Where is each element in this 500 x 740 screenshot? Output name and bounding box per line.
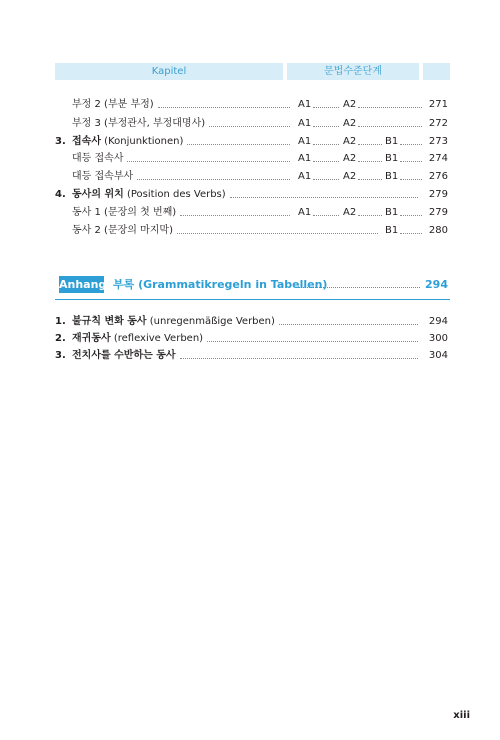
toc-level-a2: A2	[343, 136, 357, 147]
toc-level-a1: A1	[298, 207, 312, 218]
toc-level-a2: A2	[343, 207, 357, 218]
toc-leader	[127, 152, 290, 162]
page-number: xiii	[453, 710, 470, 721]
toc-title: 동사의 위치 (Position des Verbs)	[72, 189, 226, 200]
toc-row	[0, 188, 500, 202]
anhang-page: 294	[425, 278, 448, 291]
toc-level-a1: A1	[298, 136, 312, 147]
appendix-row	[0, 315, 500, 329]
toc-leader	[209, 117, 290, 127]
toc-level-a2: A2	[343, 99, 357, 110]
toc-level-b1: B1	[385, 171, 399, 182]
toc-title: 접속사 (Konjunktionen)	[72, 136, 184, 147]
toc-leader	[313, 152, 339, 162]
appendix-page: 294	[428, 316, 448, 327]
toc-leader	[313, 117, 339, 127]
toc-title: 동사 2 (문장의 마지막)	[72, 225, 173, 236]
toc-level-a2: A2	[343, 118, 357, 129]
toc-level-b1: B1	[385, 153, 399, 164]
appendix-row	[0, 349, 500, 363]
anhang-label: Anhang	[59, 278, 107, 291]
appendix-leader	[207, 332, 418, 342]
toc-row	[0, 152, 500, 166]
toc-title: 동사 1 (문장의 첫 번째)	[72, 207, 177, 218]
appendix-title: 불규칙 변화 동사 (unregenmäßige Verben)	[72, 316, 275, 327]
toc-row	[0, 117, 500, 131]
appendix-row	[0, 332, 500, 346]
appendix-title: 재귀동사 (reflexive Verben)	[72, 333, 204, 344]
toc-title: 부정 3 (부정관사, 부정대명사)	[72, 118, 206, 129]
toc-title: 대등 접속사	[72, 153, 124, 164]
toc-leader	[358, 152, 382, 162]
toc-level-a1: A1	[298, 171, 312, 182]
toc-leader	[313, 98, 339, 108]
toc-row	[0, 224, 500, 238]
toc-level-a1: A1	[298, 99, 312, 110]
toc-level-b1: B1	[385, 136, 399, 147]
appendix-num: 3.	[55, 350, 66, 361]
toc-title: 대등 접속부사	[72, 171, 134, 182]
toc-leader	[313, 206, 339, 216]
toc-leader	[313, 170, 339, 180]
toc-num: 4.	[55, 189, 66, 200]
anhang-rule	[55, 299, 450, 300]
toc-leader	[137, 170, 290, 180]
toc-level-a1: A1	[298, 118, 312, 129]
toc-leader	[313, 135, 339, 145]
toc-header	[55, 63, 450, 80]
toc-leader	[187, 135, 290, 145]
toc-level-a2: A2	[343, 171, 357, 182]
appendix-page: 304	[428, 350, 448, 361]
toc-page: 274	[428, 153, 448, 164]
toc-leader	[180, 206, 290, 216]
toc-leader	[358, 170, 382, 180]
toc-page: 271	[428, 99, 448, 110]
toc-page: 279	[428, 207, 448, 218]
toc-leader	[358, 206, 382, 216]
toc-leader	[358, 135, 382, 145]
toc-row	[0, 98, 500, 112]
header-kapitel: Kapitel	[55, 63, 283, 80]
toc-page: 272	[428, 118, 448, 129]
toc-leader	[230, 188, 418, 198]
toc-level-b1: B1	[385, 207, 399, 218]
header-level: 문법수준단계	[287, 63, 419, 80]
appendix-num: 1.	[55, 316, 66, 327]
appendix-num: 2.	[55, 333, 66, 344]
toc-leader	[158, 98, 290, 108]
toc-leader	[358, 117, 422, 127]
toc-row	[0, 206, 500, 220]
toc-page: 280	[428, 225, 448, 236]
toc-num: 3.	[55, 136, 66, 147]
appendix-page: 300	[428, 333, 448, 344]
toc-level-b1: B1	[385, 225, 399, 236]
toc-level-a1: A1	[298, 153, 312, 164]
toc-row	[0, 135, 500, 149]
toc-leader	[358, 98, 422, 108]
toc-page: 276	[428, 171, 448, 182]
header-page-cell	[423, 63, 450, 80]
anhang-leader	[298, 278, 420, 288]
toc-leader	[177, 224, 378, 234]
toc-level-a2: A2	[343, 153, 357, 164]
appendix-leader	[279, 315, 418, 325]
toc-row	[0, 170, 500, 184]
appendix-title: 전치사를 수반하는 동사	[72, 350, 176, 361]
toc-page: 279	[428, 189, 448, 200]
toc-page: 273	[428, 136, 448, 147]
anhang-title: 부록 (Grammatikregeln in Tabellen)	[113, 278, 328, 291]
toc-title: 부정 2 (부분 부정)	[72, 99, 154, 110]
appendix-leader	[180, 349, 418, 359]
